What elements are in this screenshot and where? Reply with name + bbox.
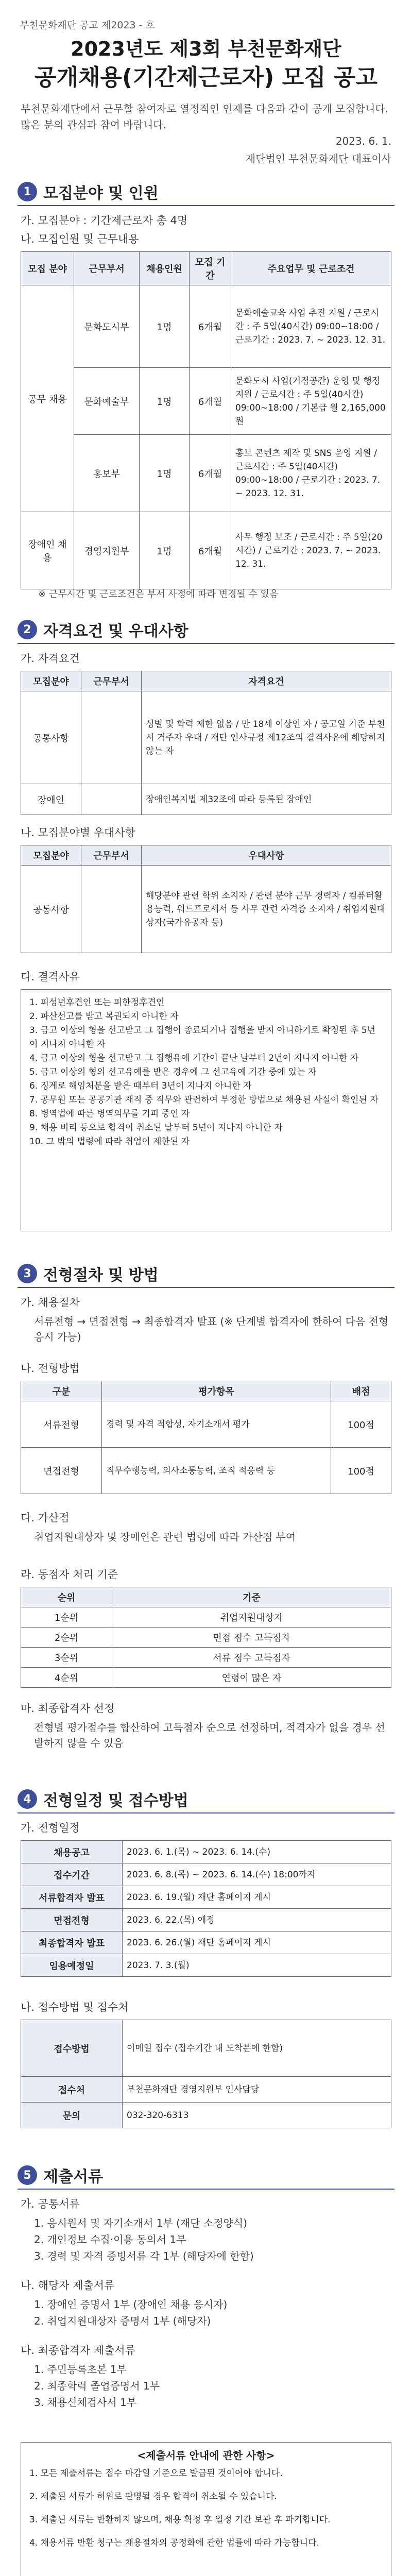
cell: 3순위: [21, 1648, 112, 1668]
cell: 면접전형: [21, 1448, 102, 1494]
table-row: [21, 2103, 391, 2128]
notice-number: 부천문화재단 공고 제2023 - 호: [20, 20, 155, 31]
list-item: 3. 제출된 서류는 반환하지 않으며, 채용 확정 후 일정 기간 보관 후 파기합니다.: [29, 2515, 331, 2525]
cell: 홍보 콘텐츠 제작 및 SNS 운영 지원 / 근로시간 : 주 5일(40시간) 09:00~18:00 / 근로기간 : 2023. 7. ~ 2023. 12. 31.: [231, 435, 391, 512]
list-item: 2. 파산선고를 받고 복권되지 아니한 자: [29, 1011, 179, 1022]
cell: 032-320-6313: [123, 2103, 391, 2128]
cell: 6개월: [190, 368, 231, 435]
section-title: 자격요건 및 우대사항: [43, 622, 188, 640]
list-item: 4. 채용서류 반환 청구는 채용절차의 공정화에 관한 법률에 따라 가능합니다.: [29, 2538, 319, 2548]
table-row: [21, 2077, 391, 2103]
list-item: 5. 금고 이상의 형의 선고유예를 받은 경우에 그 선고유예 기간 중에 있는 자: [29, 1067, 317, 1077]
table-row: [21, 1668, 391, 1688]
row-label: 서류합격자 발표: [21, 1886, 123, 1909]
col-header: 기준: [112, 1587, 391, 1607]
disqualification-box: [21, 989, 391, 1231]
s1-item-a: 가. 모집분야 : 기간제근로자 총 4명: [21, 214, 188, 227]
list-item: 2. 취업지원대상자 증명서 1부 (해당자): [34, 2315, 211, 2327]
cell: 문화도시 사업(거점공간) 운영 및 행정지원 / 근로시간 : 주 5일(40시간) 09:00~18:00 / 기본급 월 2,165,000원: [231, 368, 391, 435]
cell: 2023. 6. 19.(월) 재단 홈페이지 게시: [123, 1886, 391, 1909]
list-item: 3. 채용신체검사서 1부: [34, 2396, 137, 2409]
s2-item-c: 다. 결격사유: [21, 971, 80, 983]
table-row: [21, 1886, 391, 1909]
s3-item-a: 가. 채용절차: [21, 1296, 80, 1309]
section-number: 2: [18, 620, 37, 639]
cell: 서류 점수 고득점자: [112, 1648, 391, 1668]
table-row: [21, 1648, 391, 1668]
application-table: [21, 2020, 391, 2128]
s3-item-b: 나. 전형방법: [21, 1362, 80, 1375]
cell: 6개월: [190, 285, 231, 368]
s5-item-c: 다. 최종합격자 제출서류: [21, 2344, 135, 2357]
table-row: [21, 866, 391, 953]
page-title-line1: 2023년도 제3회 부천문화재단: [71, 38, 341, 60]
table-row: [21, 435, 391, 512]
table-row: [21, 1841, 391, 1863]
list-item: 8. 병역법에 따른 병역의무를 기피 중인 자: [29, 1109, 190, 1119]
evaluation-table: [21, 1381, 391, 1494]
cell: 1명: [140, 368, 190, 435]
s5-item-b: 나. 해당자 제출서류: [21, 2279, 115, 2292]
table-row: [21, 285, 391, 368]
cell: [81, 691, 142, 784]
row-label: 채용공고: [21, 1841, 123, 1863]
row-label: 면접전형: [21, 1909, 123, 1931]
s3-item-e-text: 전형별 평가점수를 합산하여 고득점자 순으로 선정하며, 적격자가 없을 경우 선발하지 않을 수 있음: [34, 1721, 385, 1749]
issuer: 재단법인 부천문화재단 대표이사: [245, 152, 391, 165]
document-notice-box: [21, 2442, 391, 2576]
cell: 2023. 7. 3.(월): [123, 1954, 391, 1977]
list-item: 3. 금고 이상의 형을 선고받고 그 집행이 종료되거나 집행을 받지 아니하기로 확정된 후 5년이 지나지 아니한 자: [29, 1025, 376, 1049]
s2-item-a: 가. 자격요건: [21, 652, 80, 665]
cell: 1명: [140, 435, 190, 512]
list-item: 2. 제출된 서류가 허위로 판명될 경우 합격이 취소될 수 있습니다.: [29, 2492, 277, 2502]
s3-item-c-text: 취업지원대상자 및 장애인은 관련 법령에 따라 가산점 부여: [34, 1531, 296, 1543]
col-header: 우대사항: [142, 845, 391, 866]
row-label: 접수기간: [21, 1863, 123, 1886]
section-title: 전형절차 및 방법: [43, 1266, 159, 1284]
section-4-header: [18, 1788, 394, 1810]
section-divider: [18, 2189, 394, 2190]
cell: 사무 행정 보조 / 근로시간 : 주 5일(20시간) / 근로기간 : 2023. 7. ~ 2023. 12. 31.: [231, 512, 391, 589]
cell: [81, 866, 142, 953]
row-label: 문의: [21, 2103, 123, 2128]
cell: 2023. 6. 22.(목) 예정: [123, 1909, 391, 1931]
section-3-header: [18, 1262, 394, 1285]
list-item: 6. 징계로 해임처분을 받은 때부터 3년이 지나지 아니한 자: [29, 1081, 252, 1091]
section-divider: [18, 1287, 394, 1288]
page-title-line2: 공개채용(기간제근로자) 모집 공고: [35, 64, 377, 91]
list-item: 1. 모든 제출서류는 접수 마감일 기준으로 발급된 것이어야 합니다.: [29, 2468, 283, 2479]
notice-date: 2023. 6. 1.: [335, 135, 391, 147]
cell: 6개월: [190, 435, 231, 512]
cell: 공통사항: [21, 866, 81, 953]
s1-note: ※ 근무시간 및 근로조건은 부서 사정에 따라 변경될 수 있음: [38, 589, 279, 600]
list-item: 3. 경력 및 자격 증빙서류 각 1부 (해당자에 한함): [34, 2250, 254, 2262]
col-header: 자격요건: [142, 671, 391, 691]
notice-box-title: <제출서류 안내에 관한 사항>: [137, 2449, 275, 2462]
col-header: 근무부서: [81, 671, 142, 691]
cell: 장애인: [21, 784, 81, 815]
col-header: 채용인원: [140, 252, 190, 285]
col-header: 모집 기간: [190, 252, 231, 285]
cell: 경력 및 자격 적합성, 자기소개서 평가: [102, 1401, 331, 1448]
cell: 공무 채용: [21, 285, 74, 512]
section-number: 3: [18, 1264, 37, 1283]
list-item: 1. 장애인 증명서 1부 (장애인 채용 응시자): [34, 2298, 228, 2311]
intro-text: 부천문화재단에서 근무할 참여자로 열정적인 인재를 다음과 같이 공개 모집합니다. 많은 분의 관심과 참여 바랍니다.: [21, 103, 389, 131]
table-row: [21, 1628, 391, 1648]
s4-item-b: 나. 접수방법 및 접수처: [21, 2001, 129, 2013]
list-item: 7. 공무원 또는 공공기관 재직 중 직무와 관련하여 부정한 방법으로 채용된 사실이 확인된 자: [29, 1095, 379, 1105]
table-row: [21, 784, 391, 815]
table-row: [21, 1863, 391, 1886]
row-label: 접수방법: [21, 2020, 123, 2077]
s3-item-c: 다. 가산점: [21, 1512, 70, 1524]
cell: 경영지원부: [74, 512, 140, 589]
col-header: 평가항목: [102, 1381, 331, 1401]
section-title: 모집분야 및 인원: [43, 184, 159, 202]
cell: 문화도시부: [74, 285, 140, 368]
col-header: 구분: [21, 1381, 102, 1401]
cell: 서류전형: [21, 1401, 102, 1448]
table-row: [21, 1401, 391, 1448]
col-header: 모집분야: [21, 845, 81, 866]
list-item: 1. 주민등록초본 1부: [34, 2363, 127, 2376]
section-number: 1: [18, 182, 37, 201]
table-row: [21, 2020, 391, 2077]
section-1-header: [18, 180, 394, 203]
section-divider: [18, 643, 394, 644]
s2-item-b: 나. 모집분야별 우대사항: [21, 826, 135, 839]
cell: 2023. 6. 26.(월) 재단 홈페이지 게시: [123, 1931, 391, 1954]
table-row: [21, 368, 391, 435]
row-label: 접수처: [21, 2077, 123, 2103]
qualification-table: [21, 671, 391, 815]
row-label: 임용예정일: [21, 1954, 123, 1977]
table-row: [21, 1931, 391, 1954]
cell: 6개월: [190, 512, 231, 589]
table-row: [21, 1607, 391, 1628]
section-number: 4: [18, 1789, 37, 1809]
cell: 2023. 6. 8.(목) ~ 2023. 6. 14.(수) 18:00까지: [123, 1863, 391, 1886]
col-header: 순위: [21, 1587, 112, 1607]
s5-item-a: 가. 공통서류: [21, 2198, 80, 2210]
cell: 성별 및 학력 제한 없음 / 만 18세 이상인 자 / 공고일 기준 부천시 거주자 우대 / 재단 인사규정 제12조의 결격사유에 해당하지 않는 자: [142, 691, 391, 784]
preference-table: [21, 845, 391, 953]
cell: 해당분야 관련 학위 소지자 / 관련 분야 근무 경력자 / 컴퓨터활용능력, 워드프로세서 등 사무 관련 자격증 소지자 / 취업지원대상자(국가유공자 등): [142, 866, 391, 953]
list-item: 2. 최종학력 졸업증명서 1부: [34, 2380, 160, 2392]
cell: 2순위: [21, 1628, 112, 1648]
list-item: 1. 피성년후견인 또는 피한정후견인: [29, 997, 165, 1008]
cell: 장애인 채용: [21, 512, 74, 589]
list-item: 1. 응시원서 및 자기소개서 1부 (재단 소정양식): [34, 2217, 247, 2229]
col-header: 배점: [331, 1381, 391, 1401]
cell: 1명: [140, 512, 190, 589]
cell: 100점: [331, 1401, 391, 1448]
s3-item-a-text: 서류전형 → 면접전형 → 최종합격자 발표 (※ 단계별 합격자에 한하여 다음 전형 응시 가능): [34, 1315, 389, 1343]
col-header: 주요업무 및 근로조건: [231, 252, 391, 285]
col-header: 근무부서: [81, 845, 142, 866]
s3-item-d: 라. 동점자 처리 기준: [21, 1568, 118, 1581]
table-row: [21, 512, 391, 589]
list-item: 4. 금고 이상의 형을 선고받고 그 집행유예 기간이 끝난 날부터 2년이 지나지 아니한 자: [29, 1053, 359, 1063]
cell: 홍보부: [74, 435, 140, 512]
table-row: [21, 1909, 391, 1931]
cell: 면접 점수 고득점자: [112, 1628, 391, 1648]
cell: 공통사항: [21, 691, 81, 784]
section-divider: [18, 1812, 394, 1814]
s1-item-b: 나. 모집인원 및 근무내용: [21, 233, 139, 245]
cell: 이메일 접수 (접수기간 내 도착분에 한함): [123, 2020, 391, 2077]
tiebreak-table: [21, 1587, 391, 1688]
list-item: 10. 그 밖의 법령에 따라 취업이 제한된 자: [29, 1137, 190, 1147]
cell: 4순위: [21, 1668, 112, 1688]
section-title: 전형일정 및 접수방법: [43, 1792, 188, 1810]
cell: 문화예술부: [74, 368, 140, 435]
list-item: 9. 채용 비리 등으로 합격이 취소된 날부터 5년이 지나지 아니한 자: [29, 1123, 283, 1133]
schedule-table: [21, 1840, 391, 1977]
s4-item-a: 가. 전형일정: [21, 1822, 80, 1834]
cell: 직무수행능력, 의사소통능력, 조직 적응력 등: [102, 1448, 331, 1494]
cell: 1명: [140, 285, 190, 368]
table-row: [21, 691, 391, 784]
row-label: 최종합격자 발표: [21, 1931, 123, 1954]
cell: 장애인복지법 제32조에 따라 등록된 장애인: [142, 784, 391, 815]
section-title: 제출서류: [43, 2168, 103, 2186]
cell: 1순위: [21, 1607, 112, 1628]
s3-item-e: 마. 최종합격자 선정: [21, 1702, 115, 1715]
cell: 문화예술교육 사업 추진 지원 / 근로시간 : 주 5일(40시간) 09:00~18:00 / 근로기간 : 2023. 7. ~ 2023. 12. 31.: [231, 285, 391, 368]
section-5-header: [18, 2164, 394, 2187]
col-header: 모집 분야: [21, 252, 74, 285]
list-item: 2. 개인정보 수집·이용 동의서 1부: [34, 2233, 186, 2246]
cell: 부천문화재단 경영지원부 인사담당: [123, 2077, 391, 2103]
section-number: 5: [18, 2165, 37, 2185]
table-row: [21, 1448, 391, 1494]
cell: 연령이 많은 자: [112, 1668, 391, 1688]
table-row: [21, 1954, 391, 1977]
col-header: 모집분야: [21, 671, 81, 691]
cell: 취업지원대상자: [112, 1607, 391, 1628]
recruit-table: [21, 251, 391, 589]
cell: [81, 784, 142, 815]
col-header: 근무부서: [74, 252, 140, 285]
section-divider: [18, 205, 394, 206]
cell: 100점: [331, 1448, 391, 1494]
section-2-header: [18, 618, 394, 641]
cell: 2023. 6. 1.(목) ~ 2023. 6. 14.(수): [123, 1841, 391, 1863]
